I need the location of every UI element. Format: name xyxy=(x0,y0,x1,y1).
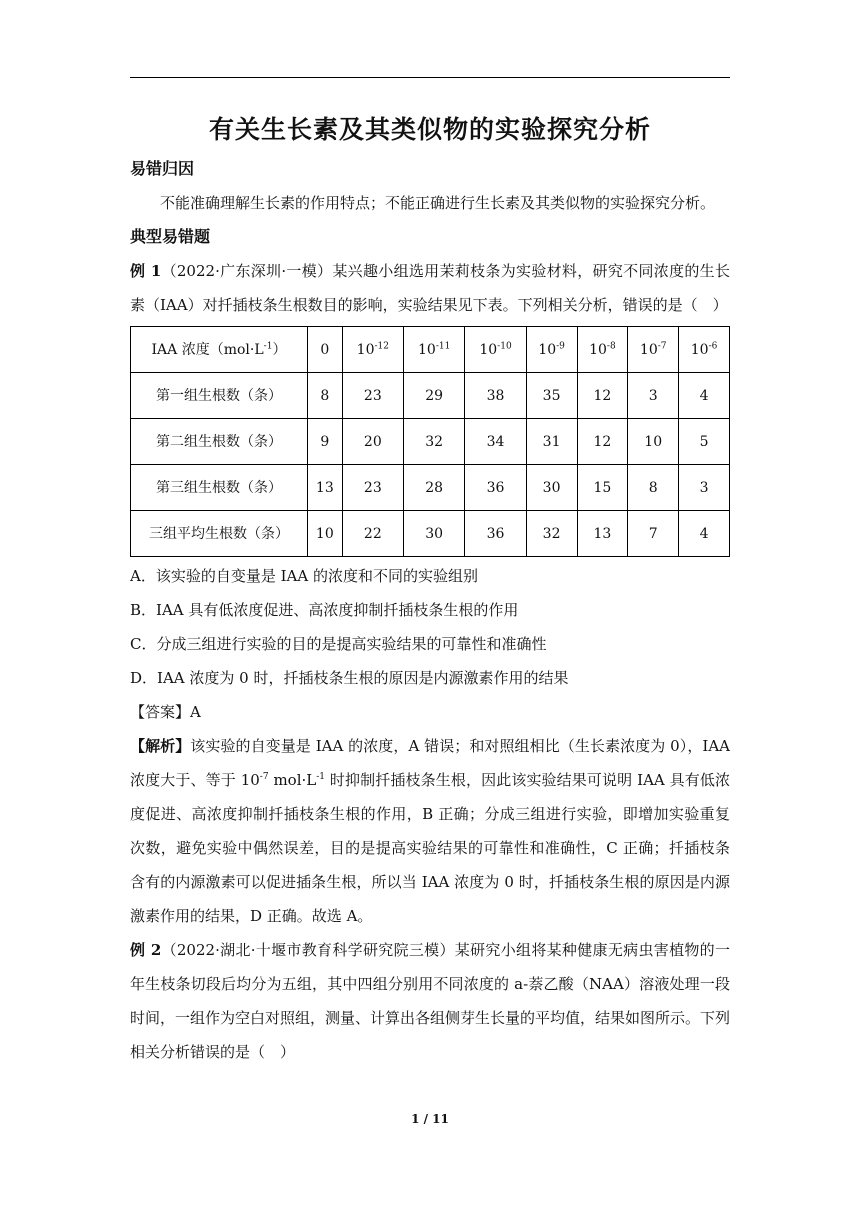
table-cell: 9 xyxy=(308,419,343,465)
row-label: 三组平均生根数（条） xyxy=(131,511,308,557)
table-row xyxy=(131,373,730,419)
example-1-label: 例 1 xyxy=(130,262,162,280)
table-cell: 23 xyxy=(342,465,403,511)
example-2-text: （2022·湖北·十堰市教育科学研究院三模）某研究小组将某种健康无病虫害植物的一年生枝条切段后均分为五组，其中四组分别用不同浓度的 a-萘乙酸（NAA）溶液处理一段时间，一组作为空白对照组，测量、计算出各组侧芽生长量的平均值，结果如图所示。下列相关分析错误的是（ ） xyxy=(130,941,731,1061)
section-heading-typical: 典型易错题 xyxy=(130,227,211,246)
table-cell: 8 xyxy=(308,373,343,419)
row-label: 第三组生根数（条） xyxy=(131,465,308,511)
example-1-text: （2022·广东深圳·一模）某兴趣小组选用茉莉枝条为实验材料，研究不同浓度的生长素（IAA）对扦插枝条生根数目的影响，实验结果见下表。下列相关分析，错误的是（ ） xyxy=(130,262,730,314)
conc-cell: $10^{-8}$ xyxy=(577,327,628,373)
table-cell: 22 xyxy=(342,511,403,557)
table-cell: 23 xyxy=(342,373,403,419)
conc-cell: $10^{-10}$ xyxy=(465,327,526,373)
table-cell: 8 xyxy=(628,465,679,511)
table-cell: 12 xyxy=(577,419,628,465)
table-cell: 12 xyxy=(577,373,628,419)
table-cell: 13 xyxy=(308,465,343,511)
table-cell: 4 xyxy=(679,511,730,557)
page-title: 有关生长素及其类似物的实验探究分析 xyxy=(208,115,651,144)
analysis-paragraph: 【解析】该实验的自变量是 IAA 的浓度，A 错误；和对照组相比（生长素浓度为 0），IAA 浓度大于、等于 $10^{-7}$ $mol\cdot L^{-1}$ 时抑制扦插枝条生根，因此该实验结果可说明 IAA 具有低浓度促进、高浓度抑制扦插枝条生根的作用，B 正确；分成三组进行实验，即增加实验重复次数，避免实验中偶然误差，目的是提高实验结果的可靠性和准确性，C 正确；扦插枝条含有的内源激素可以促进插条生根，所以当 IAA 浓度为 0 时，扦插枝条生根的原因是内源激素作用的结果，D 正确。故选 A。 xyxy=(130,737,730,925)
table-cell: 29 xyxy=(404,373,465,419)
option-b: B．IAA 具有低浓度促进、高浓度抑制扦插枝条生根的作用 xyxy=(130,601,519,619)
answer-label: 【答案】 xyxy=(130,703,191,721)
table-cell: 4 xyxy=(679,373,730,419)
table-header-row xyxy=(131,327,730,373)
table-cell: 32 xyxy=(404,419,465,465)
cause-text: 不能准确理解生长素的作用特点；不能正确进行生长素及其类似物的实验探究分析。 xyxy=(160,194,716,212)
table-cell: 15 xyxy=(577,465,628,511)
answer-line xyxy=(130,695,730,729)
table-cell: 31 xyxy=(526,419,577,465)
table-cell: 7 xyxy=(628,511,679,557)
table-cell: 10 xyxy=(628,419,679,465)
table-cell: 13 xyxy=(577,511,628,557)
option-d: D．IAA 浓度为 0 时，扦插枝条生根的原因是内源激素作用的结果 xyxy=(130,669,569,687)
data-table xyxy=(130,326,730,557)
table-cell: 5 xyxy=(679,419,730,465)
example-2-label: 例 2 xyxy=(130,941,162,959)
table-cell: 3 xyxy=(628,373,679,419)
section-heading-cause: 易错归因 xyxy=(130,159,195,178)
table-cell: 30 xyxy=(526,465,577,511)
table-cell: 20 xyxy=(342,419,403,465)
page-number: 1 / 11 xyxy=(411,1112,449,1126)
table-row xyxy=(131,465,730,511)
table-cell: 30 xyxy=(404,511,465,557)
table-cell: 10 xyxy=(308,511,343,557)
header-rule xyxy=(130,77,730,78)
table-row xyxy=(131,419,730,465)
option-a: A．该实验的自变量是 IAA 的浓度和不同的实验组别 xyxy=(130,567,478,585)
table-row xyxy=(131,511,730,557)
table-cell: 3 xyxy=(679,465,730,511)
table-cell: 32 xyxy=(526,511,577,557)
example-2-question xyxy=(130,933,730,1069)
table-cell: 35 xyxy=(526,373,577,419)
option-c: C．分成三组进行实验的目的是提高实验结果的可靠性和准确性 xyxy=(130,635,547,653)
conc-cell: $10^{-11}$ xyxy=(404,327,465,373)
row-label: 第一组生根数（条） xyxy=(131,373,308,419)
table-cell: 38 xyxy=(465,373,526,419)
table-cell: 36 xyxy=(465,465,526,511)
answer-value: A xyxy=(190,703,201,721)
conc-cell: 0 xyxy=(308,327,343,373)
table-cell: 36 xyxy=(465,511,526,557)
table-header-label: IAA 浓度$(mol\cdot L^{-1})$ xyxy=(131,327,308,373)
conc-cell: $10^{-7}$ xyxy=(628,327,679,373)
conc-cell: $10^{-9}$ xyxy=(526,327,577,373)
conc-cell: $10^{-6}$ xyxy=(679,327,730,373)
table-cell: 34 xyxy=(465,419,526,465)
conc-cell: $10^{-12}$ xyxy=(342,327,403,373)
document-page xyxy=(130,80,730,1069)
table-cell: 28 xyxy=(404,465,465,511)
row-label: 第二组生根数（条） xyxy=(131,419,308,465)
analysis-label: 【解析】 xyxy=(130,737,191,755)
example-1-question xyxy=(130,254,730,322)
